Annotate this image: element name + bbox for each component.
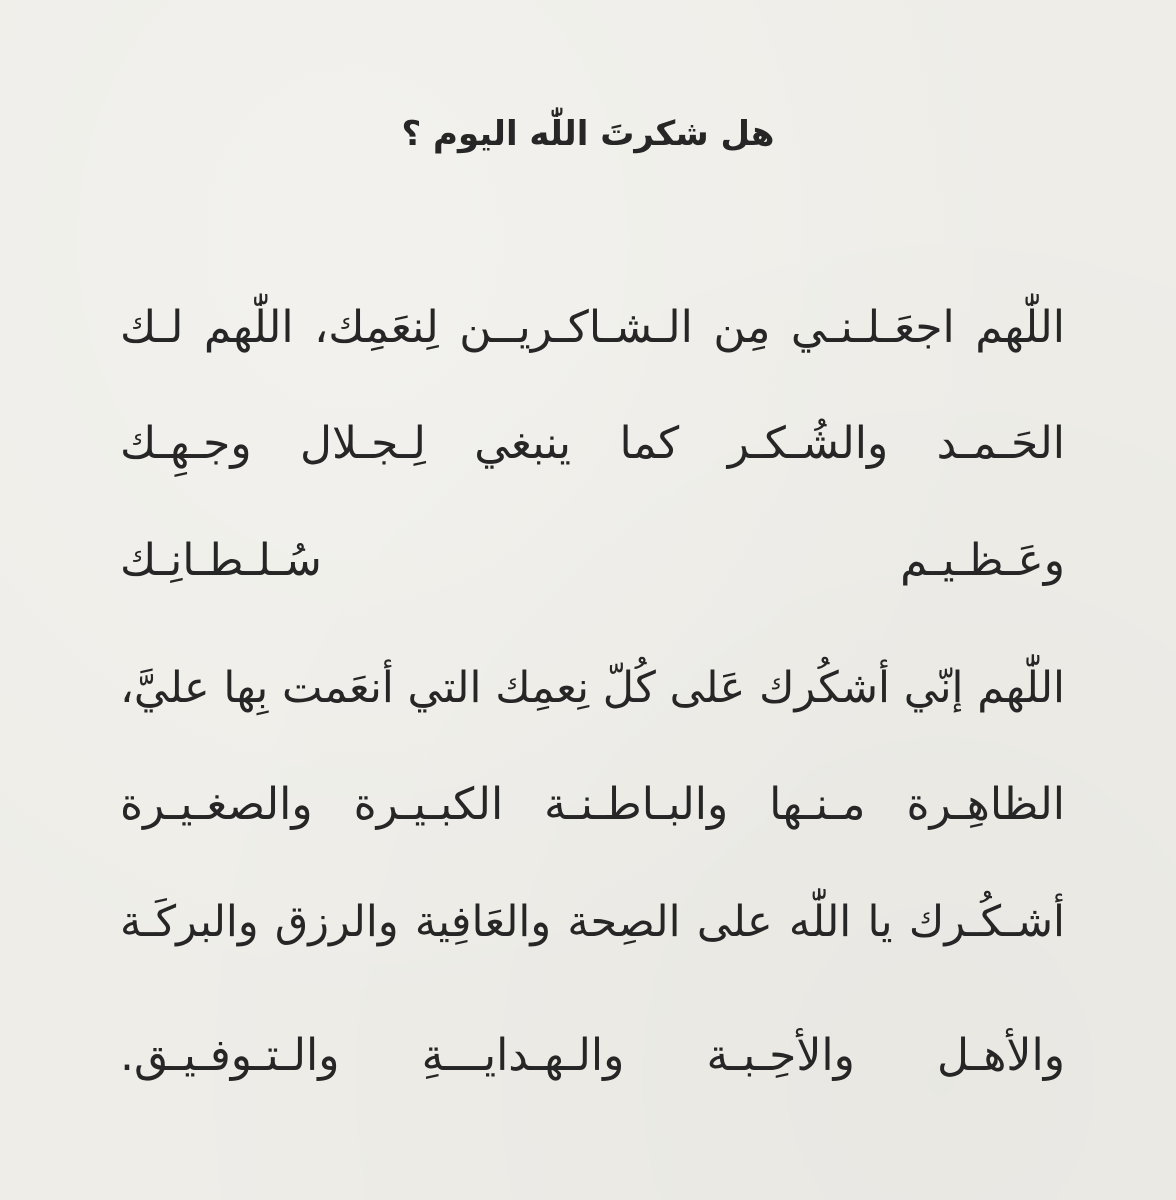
supplication-line-3: وعَـظـيـم سُـلـطـانِـك — [120, 535, 1065, 586]
supplication-line-1: اللّٰهم اجعَـلـنـي مِن الـشـاكـريــن لِنعَمِك، اللّٰهم لـك — [120, 302, 1065, 353]
page-title: هل شكرتَ اللّٰه اليوم ؟ — [401, 114, 775, 154]
supplication-line-7: والأهـل والأحِـبـة والـهـدايـــةِ والـتـوفـيـق. — [120, 1030, 1065, 1081]
supplication-line-5: الظاهِـرة مـنـها والبـاطـنـة الكبـيـرة والصغـيـرة — [120, 779, 1065, 830]
supplication-line-2: الحَـمـد والشُـكـر كما ينبغي لِـجـلال وجـهِـك — [120, 418, 1065, 469]
supplication-line-6: أشـكُـرك يا اللّٰه على الصِحة والعَافِية والرزق والبركَـة — [120, 897, 1065, 947]
supplication-line-4: اللّٰهم إنّي أشكُرك عَلى كُلّ نِعمِك التي أنعَمت بِها عليَّ، — [120, 663, 1065, 713]
